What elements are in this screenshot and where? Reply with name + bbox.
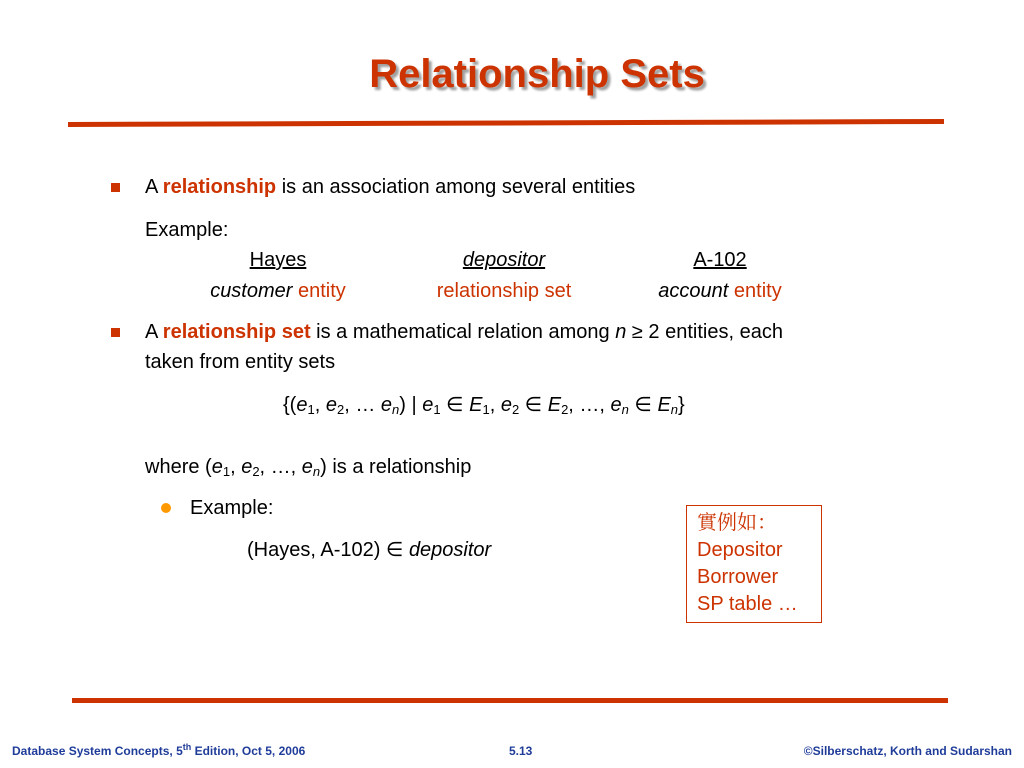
customer-type-italic: customer	[210, 280, 293, 302]
bullet-relationship-definition	[145, 175, 635, 199]
bullet-relationship-set-definition	[145, 320, 783, 344]
bullet2-mid: is a mathematical relation among	[310, 321, 616, 343]
account-type-italic: account	[658, 280, 729, 302]
note-line-sp-table: SP table …	[697, 593, 798, 615]
examples-note-box	[686, 505, 822, 623]
bullet2-n: n	[615, 321, 627, 343]
footer-book-title: Database System Concepts, 5th Edition, Oct 5, 2006	[12, 742, 306, 758]
term-relationship: relationship	[162, 176, 277, 198]
footer-divider	[72, 698, 948, 703]
bullet-square-icon	[111, 328, 120, 337]
relationship-set-formula: {($e_1$, $e_2$, … $e_n$) | $e_1$ ∈ $E_1$, $e_2$ ∈ $E_2$, …, $e_n$ ∈ $E_n$}	[283, 394, 685, 417]
example-customer-value: Hayes	[249, 249, 307, 271]
bullet2-line2: taken from entity sets	[145, 351, 336, 373]
footer-slide-number: 5.13	[509, 744, 533, 758]
bullet-dot-icon	[161, 503, 171, 513]
bullet-square-icon	[111, 183, 120, 192]
note-line-heading: 實例如：	[697, 512, 777, 534]
where-line: where ($e_1$, $e_2$, …, $e_n$) is a relationship	[145, 456, 472, 479]
bullet1-pre: A	[145, 176, 163, 198]
example-account-type	[620, 279, 820, 303]
example-relationship-type	[404, 279, 604, 303]
slide-title: Relationship Sets	[369, 52, 705, 96]
footer-copyright: ©Silberschatz, Korth and Sudarshan	[803, 744, 1012, 758]
note-line-depositor: Depositor	[697, 539, 783, 561]
example-customer-type	[178, 279, 378, 303]
bullet2-geq: ≥ 2 entities, each	[626, 321, 783, 343]
sub-example-label: Example:	[190, 497, 274, 519]
bullet1-post: is an association among several entities	[276, 176, 636, 198]
title-divider	[68, 119, 944, 127]
customer-type-plain: entity	[292, 280, 346, 302]
example-relationship-value: depositor	[462, 249, 546, 271]
account-type-plain: entity	[728, 280, 782, 302]
bullet2-pre: A	[145, 321, 163, 343]
relationship-type-plain: relationship set	[436, 280, 572, 302]
sub-example-tuple: (Hayes, A-102) ∈ depositor	[247, 539, 492, 561]
term-relationship-set: relationship set	[162, 321, 311, 343]
example-label: Example:	[145, 219, 229, 241]
example-account-value: A-102	[693, 249, 747, 271]
note-line-borrower: Borrower	[697, 566, 779, 588]
